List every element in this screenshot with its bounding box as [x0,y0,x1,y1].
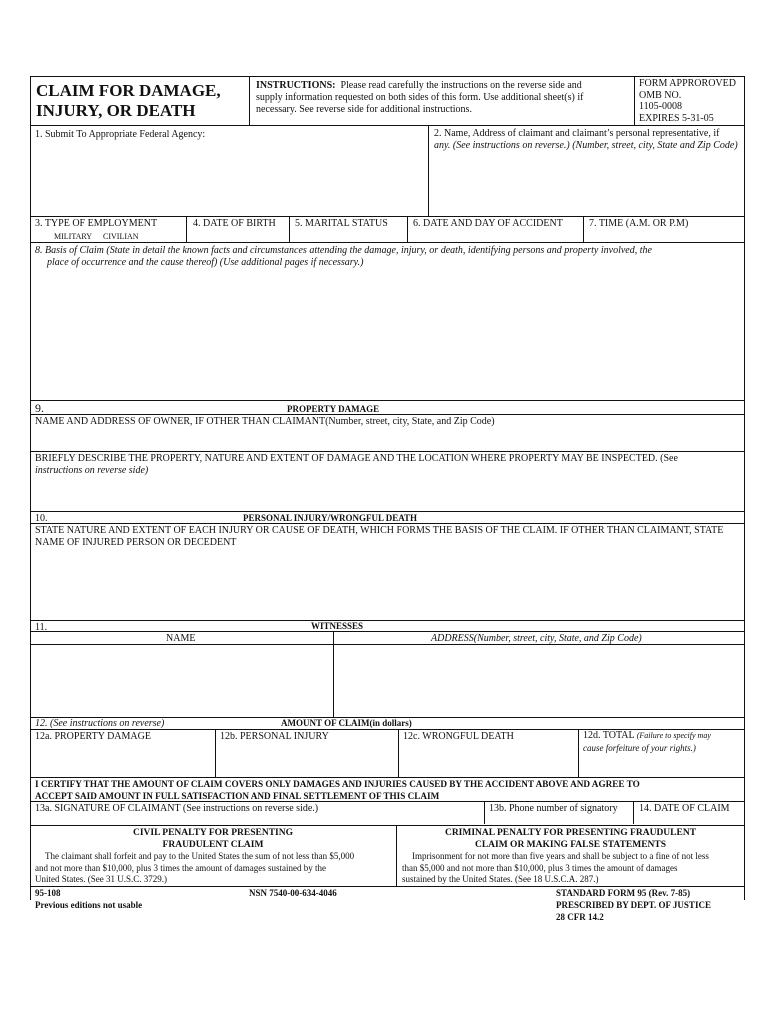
omb-approval: FORM APPROROVED OMB NO. 1105-0008 EXPIRES 5-31-05 [639,78,736,124]
military-option[interactable]: MILITARY [54,232,93,241]
civil-penalty-text: The claimant shall forfeit and pay to the United States the sum of not less than $5,000 and not more than $10,000, plus 3 times the amount of damages sustained by the United States. (See 31 U.S.C. 3729.) [35,851,355,884]
item-9-number: 9. [35,401,44,415]
prescribed-by: PRESCRIBED BY DEPT. OF JUSTICE [556,900,711,910]
owner-field[interactable] [31,428,744,450]
item-12c-label: 12c. WRONGFUL DEATH [403,731,514,742]
witness-name-header: NAME [166,633,196,644]
item-10-number: 10. [35,513,48,524]
witness-address-header: ADDRESS(Number, street, city, State, and Zip Code) [431,633,642,644]
date-of-claim-field[interactable] [634,814,744,824]
previous-editions-note: Previous editions not usable [35,900,143,910]
witness-name-field[interactable] [31,645,332,716]
property-description-field[interactable] [31,478,744,510]
date-of-claim-label: 14. DATE OF CLAIM [639,803,730,814]
standard-form-number: STANDARD FORM 95 (Rev. 7-85) [556,888,691,898]
criminal-penalty-text: Imprisonment for not more than five years and shall be subject to a fine of not less than $5,000 and not more than $10,000, plus 3 times the amount of damages sustained by the United States. (See 18 U.S.C.A. 287.) [402,851,709,884]
accident-time-field[interactable] [584,230,744,241]
marital-status-field[interactable] [290,230,406,241]
phone-field[interactable] [485,814,632,824]
total-amount-field[interactable] [579,755,744,776]
item-2-label: 2. Name, Address of claimant and claimant’s personal representative, if any. (See instructions on reverse.) (Number, street, city, State and Zip Code) [434,128,738,151]
item-12a-label: 12a. PROPERTY DAMAGE [35,731,151,742]
certification-statement: I CERTIFY THAT THE AMOUNT OF CLAIM COVERS ONLY DAMAGES AND INJURIES CAUSED BY THE ACCIDENT ABOVE AND AGREE TO ACCEPT SAID AMOUNT IN FULL SATISFACTION AND FINAL SETTLEMENT OF THIS CLAIM [35,779,640,801]
agency-field[interactable] [31,141,427,215]
property-damage-amount-field[interactable] [31,743,214,776]
wrongful-death-amount-field[interactable] [399,743,577,776]
form-title: CLAIM FOR DAMAGE, INJURY, OR DEATH [36,81,221,120]
item-3-label: 3. TYPE OF EMPLOYMENT [35,218,158,229]
item-7-label: 7. TIME (A.M. OR P.M) [589,218,689,229]
claimant-address-field[interactable] [429,153,744,215]
form-number: 95-108 [35,888,61,898]
personal-injury-heading: PERSONAL INJURY/WRONGFUL DEATH [243,513,418,523]
injury-description-label: STATE NATURE AND EXTENT OF EACH INJURY OR CAUSE OF DEATH, WHICH FORMS THE BASIS OF THE CLAIM. IF OTHER THAN CLAIMANT, STATE NAME OF INJURED PERSON OR DECEDENT [35,525,724,548]
property-damage-heading: PROPERTY DAMAGE [287,404,380,414]
cfr-reference: 28 CFR 14.2 [556,912,604,922]
item-12-label: 12. (See instructions on reverse) [35,718,165,729]
instructions-block: INSTRUCTIONS: Please read carefully the instructions on the reverse side and supply information requested on both sides of this form. Use additional sheet(s) if necessary. See reverse side for additional instructions. [256,80,584,115]
personal-injury-amount-field[interactable] [216,743,397,776]
birth-date-field[interactable] [187,230,288,241]
item-12b-label: 12b. PERSONAL INJURY [220,731,329,742]
signature-field[interactable] [31,814,483,824]
instructions-label: INSTRUCTIONS: [256,80,336,91]
amount-of-claim-heading: AMOUNT OF CLAIM(in dollars) [281,718,412,728]
signature-label: 13a. SIGNATURE OF CLAIMANT (See instructions on reverse side.) [35,803,319,814]
item-4-label: 4. DATE OF BIRTH [193,218,276,229]
criminal-penalty-heading: CRIMINAL PENALTY FOR PRESENTING FRAUDULENT CLAIM OR MAKING FALSE STATEMENTS [444,828,697,850]
witnesses-heading: WITNESSES [311,621,364,631]
property-description-label: BRIEFLY DESCRIBE THE PROPERTY, NATURE AND EXTENT OF DAMAGE AND THE LOCATION WHERE PROPERTY MAY BE INSPECTED. (See instructions on reverse side) [35,453,678,476]
civil-penalty-heading: CIVIL PENALTY FOR PRESENTING FRAUDULENT CLAIM [132,828,294,850]
item-12d-label: 12d. TOTAL (Failure to specify may cause forfeiture of your rights.) [583,730,711,753]
civilian-option[interactable]: CIVILIAN [103,232,139,241]
item-8-label: 8. Basis of Claim (State in detail the known facts and circumstances attending the damage, injury, or death, identifying persons and property involved, the place of occurrence and the cause thereof) (Use additional pages if necessary.) [35,245,652,268]
nsn-number: NSN 7540-00-634-4046 [249,888,337,898]
owner-label: NAME AND ADDRESS OF OWNER, IF OTHER THAN CLAIMANT(Number, street, city, State, and Zip Code) [35,416,495,427]
accident-date-field[interactable] [408,230,582,241]
item-5-label: 5. MARITAL STATUS [295,218,388,229]
injury-description-field[interactable] [31,550,744,618]
item-6-label: 6. DATE AND DAY OF ACCIDENT [413,218,563,229]
phone-label: 13b. Phone number of signatory [489,803,618,814]
item-1-label: 1. Submit To Appropriate Federal Agency: [35,129,206,140]
item-11-number: 11. [35,622,48,633]
basis-of-claim-field[interactable] [31,272,744,398]
witness-address-field[interactable] [334,645,744,716]
